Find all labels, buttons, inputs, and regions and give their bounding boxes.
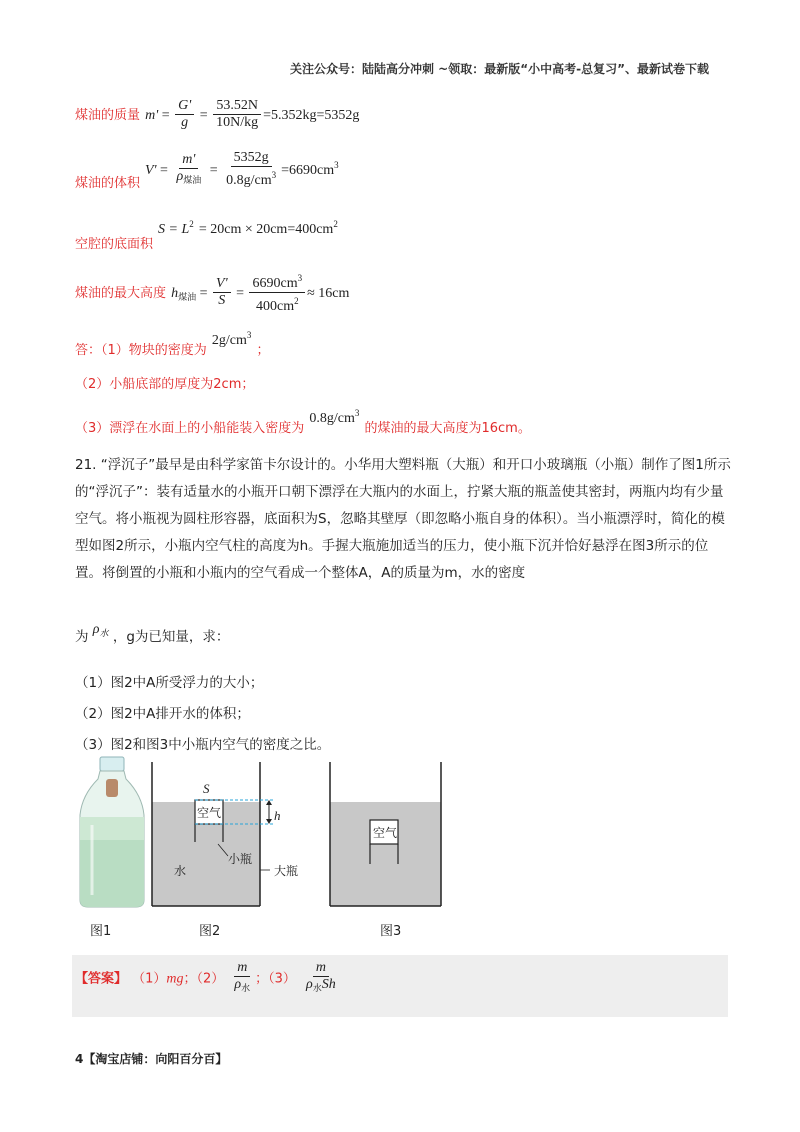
area-label: 空腔的底面积	[75, 237, 154, 252]
volume-label: 煤油的体积	[75, 176, 141, 191]
height-label: 煤油的最大高度	[75, 286, 167, 301]
question-21-line2: 为 $\rho_水$ ，g为已知量，求：	[75, 622, 230, 645]
mass-lhs: m'	[145, 108, 159, 123]
answer-fraction-3: $\frac{m}{\rho_水Sh}$	[306, 960, 336, 993]
area-formula: $S = L^2 = 20cm \times 20cm=400cm^2$	[158, 219, 338, 237]
volume-formula: V' = $\frac{m'}{\rho_{煤油}}$ = $\frac{5352g}{0.8g/cm^3}$ $=6690cm^3$	[145, 150, 339, 188]
fig2-label-small-bottle: 小瓶	[228, 852, 253, 866]
height-fraction-2: $\frac{6690cm^3}{400cm^2}$	[249, 270, 305, 315]
fig2-caption: 图2	[199, 924, 221, 939]
fig2-label-air: 空气	[197, 806, 222, 820]
page-footer: 4【淘宝店铺：向阳百分百】	[75, 1052, 228, 1066]
mass-label: 煤油的质量	[75, 108, 141, 123]
volume-result: $=6690cm^3$	[281, 160, 339, 178]
volume-fraction-1: $\frac{m'}{\rho_{煤油}}$	[176, 151, 202, 185]
answer-line: 【答案】 （1）mg；（2） $\frac{m}{\rho_水}$ ；（3） $\frac{m}{\rho_水Sh}$	[75, 960, 341, 996]
answer-fraction-2: $\frac{m}{\rho_水}$	[234, 960, 251, 993]
rho-water: $\rho_水$	[92, 622, 109, 638]
question-21-text: 21. “浮沉子”最早是由科学家笛卡尔设计的。小华用大塑料瓶（大瓶）和开口小玻璃瓶（小瓶）制作了图1所示的“浮沉子”：装有适量水的小瓶开口朝下漂浮在大瓶内的水面上，拧紧大瓶的瓶盖使其密封，两瓶内均有少量空气。将小瓶视为圆柱形容器，底面积为S，忽略其壁厚（即忽略小瓶自身的体积）。当小瓶漂浮时，简化的模型如图2所示，小瓶内空气柱的高度为h。手握大瓶施加适当的压力，使小瓶下沉并恰好悬浮在图3所示的位置。将倒置的小瓶和小瓶内的空气看成一个整体A，A的质量为m，水的密度	[75, 457, 731, 581]
height-fraction-1: $\frac{V'}{S}$	[213, 276, 231, 309]
figure-1-bottle	[72, 755, 152, 910]
mass-fraction-1: $\frac{G'}{g}$	[175, 98, 194, 131]
volume-fraction-2: $\frac{5352g}{0.8g/cm^3}$	[226, 150, 277, 188]
height-result: ≈ 16cm	[307, 286, 350, 301]
prev-answer-3: （3）漂浮在水面上的小船能装入密度为 $0.8g/cm^3$ 的煤油的最大高度为16cm。	[75, 408, 531, 436]
mass-calculation: 煤油的质量 m' = $\frac{G'}{g}$ = $\frac{53.52N}{10N/kg}$ =5.352kg=5352g	[75, 98, 360, 130]
sub-question-2: （2）图2中A排开水的体积；	[75, 706, 250, 722]
answer-tag: 【答案】	[75, 971, 128, 987]
fig2-label-S: S	[203, 781, 210, 796]
fig2-label-big-bottle: 大瓶	[274, 864, 299, 878]
mass-result: =5.352kg=5352g	[263, 108, 360, 123]
prev-answer-2: （2）小船底部的厚度为2cm；	[75, 377, 255, 392]
fig3-label-air: 空气	[373, 826, 398, 840]
fig2-label-h: h	[274, 808, 281, 823]
fig1-caption: 图1	[90, 924, 112, 939]
figure-2-diagram	[148, 760, 318, 910]
page-header: 关注公众号：陆陆高分冲刺 ~领取：最新版“小中高考-总复习”、最新试卷下载	[290, 62, 709, 76]
sub-question-3: （3）图2和图3中小瓶内空气的密度之比。	[75, 737, 331, 753]
prev-answer-1: 答：（1）物块的密度为 $2g/cm^3$ ；	[75, 330, 270, 358]
mass-fraction-2: $\frac{53.52N}{10N/kg}$	[213, 98, 261, 131]
sub-question-1: （1）图2中A所受浮力的大小；	[75, 675, 264, 691]
fig2-label-water: 水	[174, 864, 187, 878]
fig3-caption: 图3	[380, 924, 402, 939]
height-calculation: 煤油的最大高度 $h_{煤油}$ = $\frac{V'}{S}$ = $\frac{6690cm^3}{400cm^2}$ ≈ 16cm	[75, 270, 349, 315]
